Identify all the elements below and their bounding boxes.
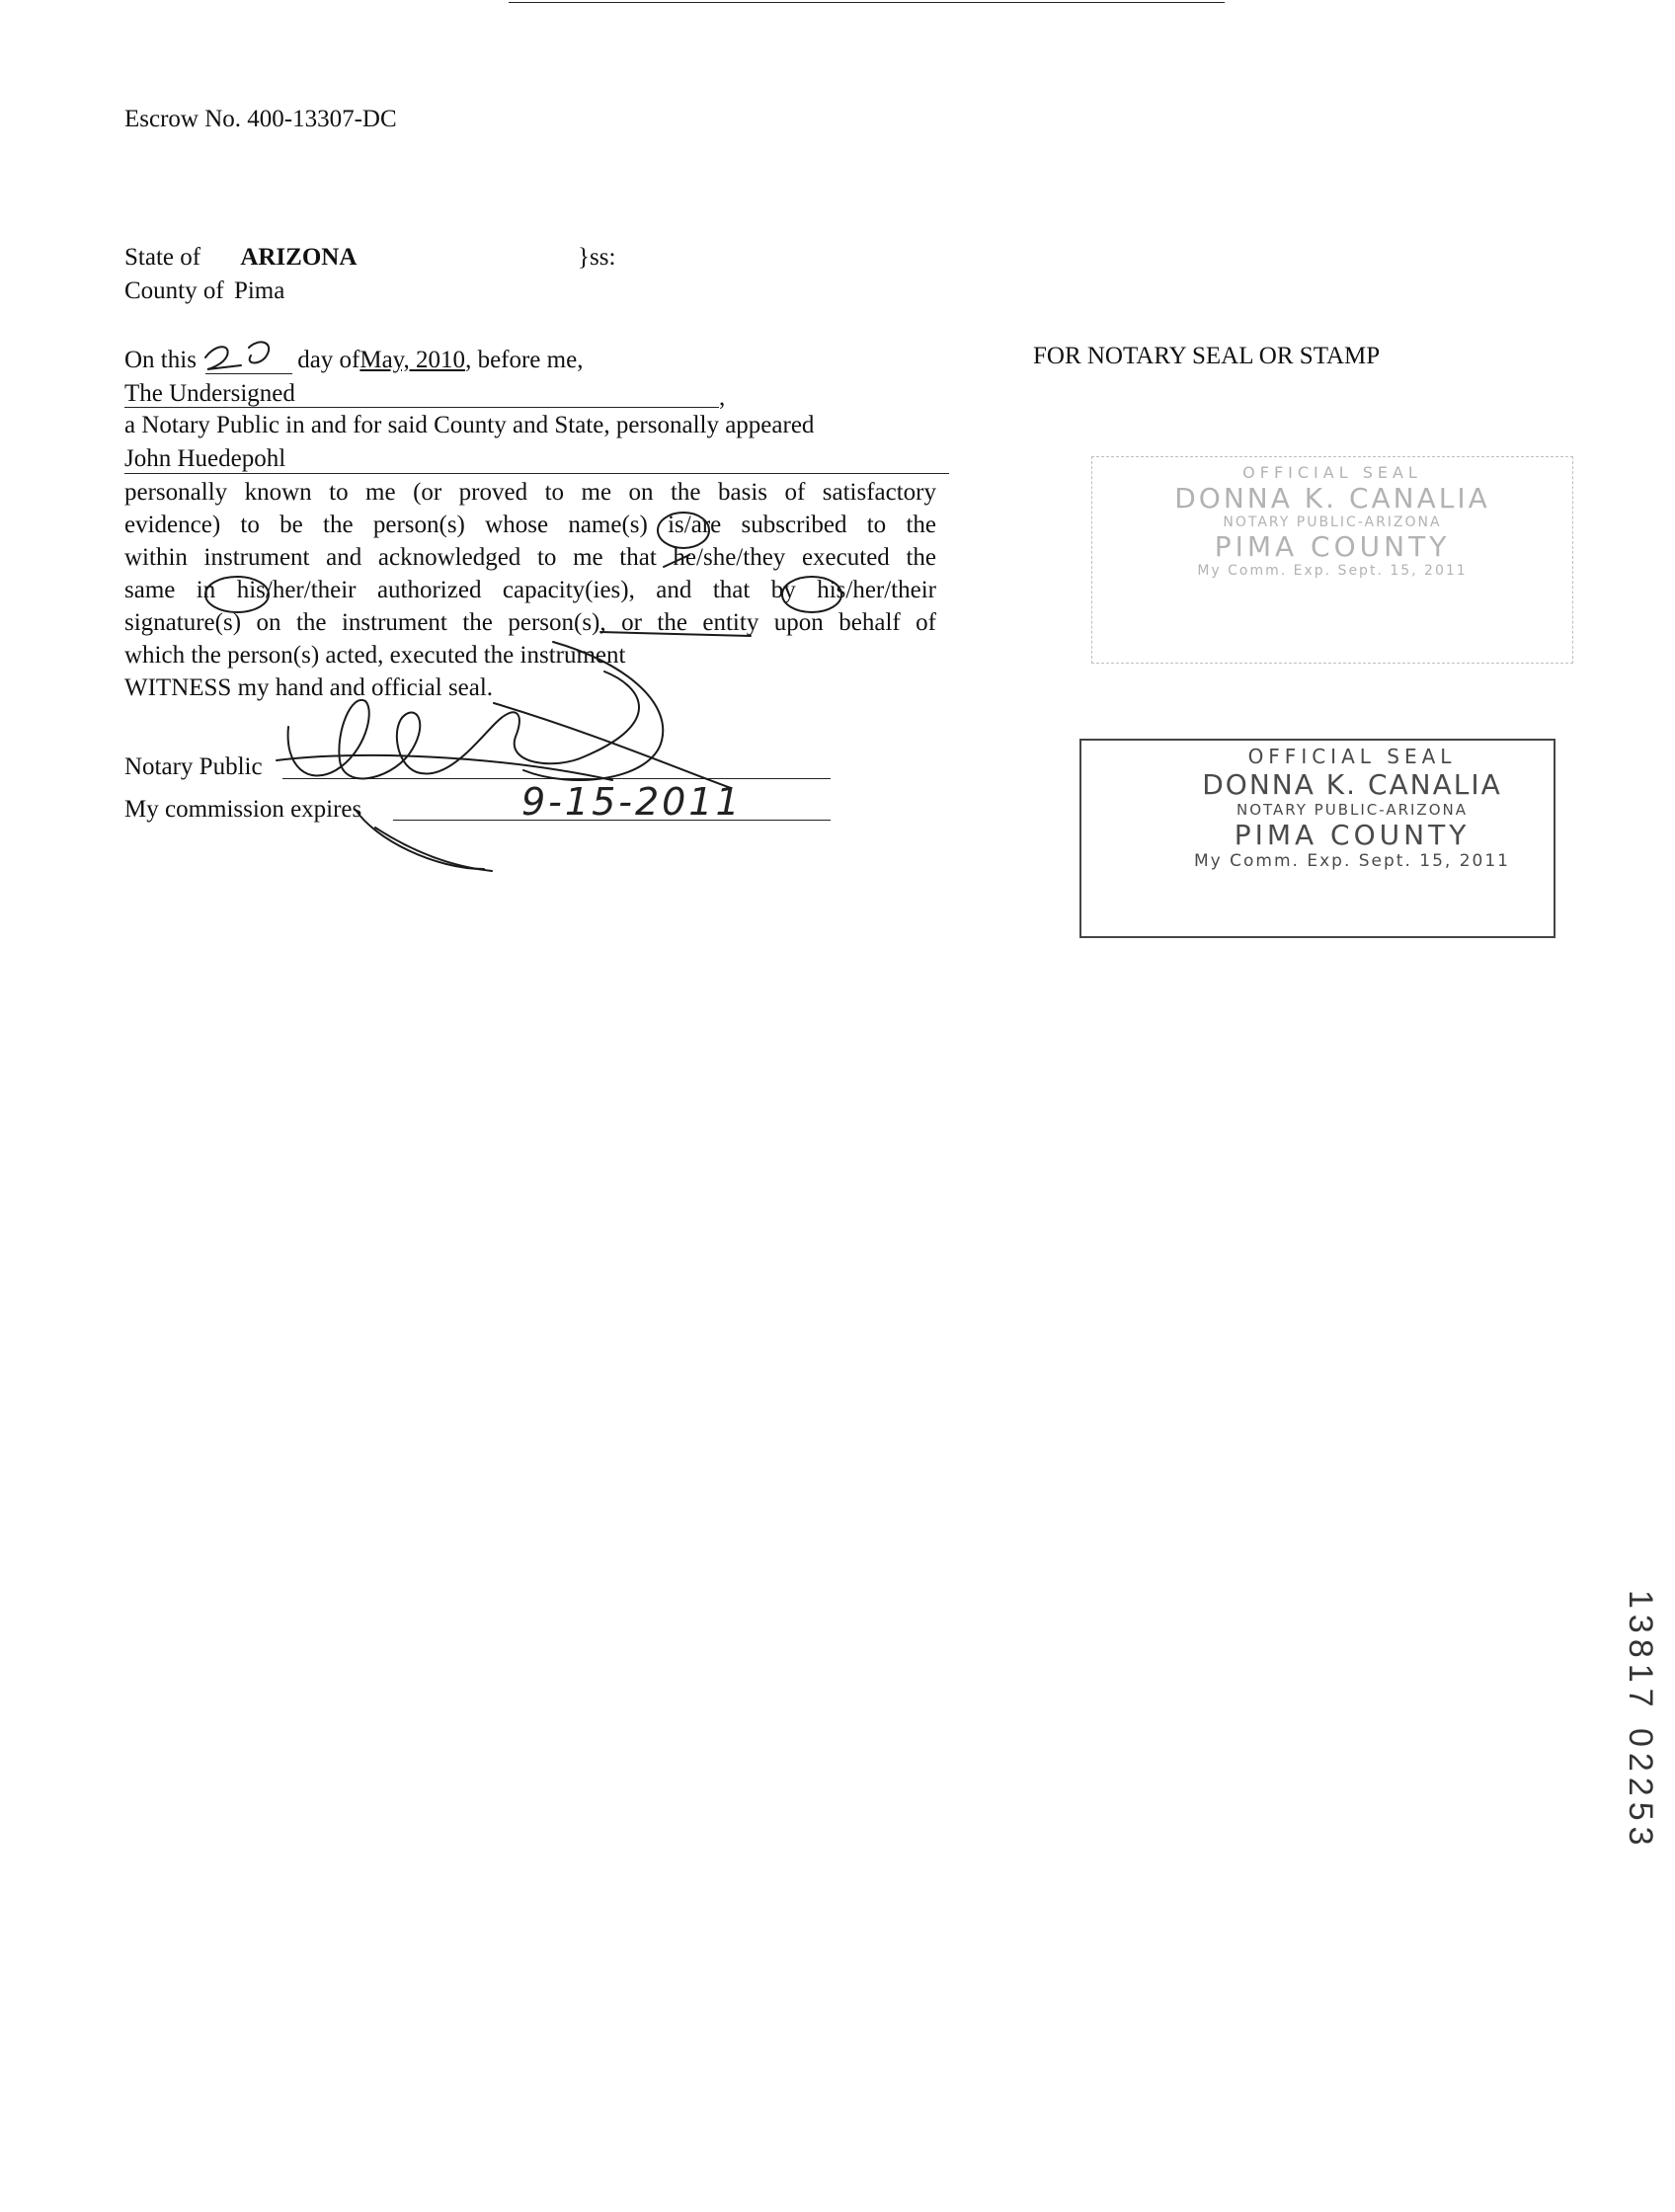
ack-date: May, 2010	[359, 347, 466, 373]
notary-statement: a Notary Public in and for said County and State, personally appeared	[124, 412, 815, 438]
commission-label: My commission expires	[124, 796, 362, 823]
margin-recording-number: 13817 02253	[1622, 1590, 1659, 1852]
stamp-line: NOTARY PUBLIC-ARIZONA	[1236, 801, 1468, 819]
state-value: ARIZONA	[240, 244, 358, 271]
strike-or-the	[600, 632, 751, 636]
stamp-line: DONNA K. CANALIA	[1202, 768, 1502, 801]
body-line: same in his/her/their authorized capacity(ies), and that by his/her/their	[124, 577, 936, 603]
stamp-line: OFFICIAL SEAL	[1247, 745, 1457, 768]
pronoun-circle	[782, 577, 841, 612]
signature-tail	[375, 828, 492, 871]
county-value: Pima	[233, 277, 285, 304]
escrow-number: Escrow No. 400-13307-DC	[124, 106, 397, 132]
on-this-label: On this	[124, 347, 197, 373]
stamp-faint-line: DONNA K. CANALIA	[1174, 482, 1490, 514]
body-last-line: which the person(s) acted, executed the instrument	[124, 642, 626, 669]
state-label: State of	[124, 244, 201, 271]
notary-public-label: Notary Public	[124, 753, 263, 780]
body-line: evidence) to be the person(s) whose name(s) is/are subscribed to the	[124, 512, 936, 538]
stamp-line: My Comm. Exp. Sept. 15, 2011	[1194, 851, 1510, 871]
stamp-faint-line: My Comm. Exp. Sept. 15, 2011	[1197, 563, 1468, 579]
pronoun-circle	[658, 513, 709, 548]
county-label: County of	[124, 277, 224, 304]
officer-name: The Undersigned	[124, 380, 295, 407]
stamp-faint-line: PIMA COUNTY	[1214, 530, 1451, 563]
body-line: within instrument and acknowledged to me that he/she/they executed the	[124, 544, 936, 571]
handwritten-day	[205, 342, 269, 369]
body-line: signature(s) on the instrument the person(s), or the entity upon behalf of	[124, 609, 936, 636]
pronoun-circle	[205, 577, 269, 612]
appeared-name: John Huedepohl	[124, 445, 286, 472]
stamp-line: PIMA COUNTY	[1234, 819, 1471, 851]
witness-line: WITNESS my hand and official seal.	[124, 674, 494, 701]
stamp-faint-line: OFFICIAL SEAL	[1242, 463, 1422, 482]
commission-date-handwritten: 9-15-2011	[521, 780, 743, 824]
ss-mark: }ss:	[578, 244, 616, 271]
before-me: , before me,	[465, 347, 584, 373]
officer-comma: ,	[719, 384, 726, 411]
body-line: personally known to me (or proved to me on the basis of satisfactory	[124, 479, 936, 506]
day-of-label: day of	[297, 347, 360, 373]
strike-he	[664, 555, 689, 567]
stamp-faint-line: NOTARY PUBLIC-ARIZONA	[1223, 514, 1442, 530]
seal-area-title: FOR NOTARY SEAL OR STAMP	[1033, 343, 1381, 369]
notary-signature	[277, 642, 731, 869]
